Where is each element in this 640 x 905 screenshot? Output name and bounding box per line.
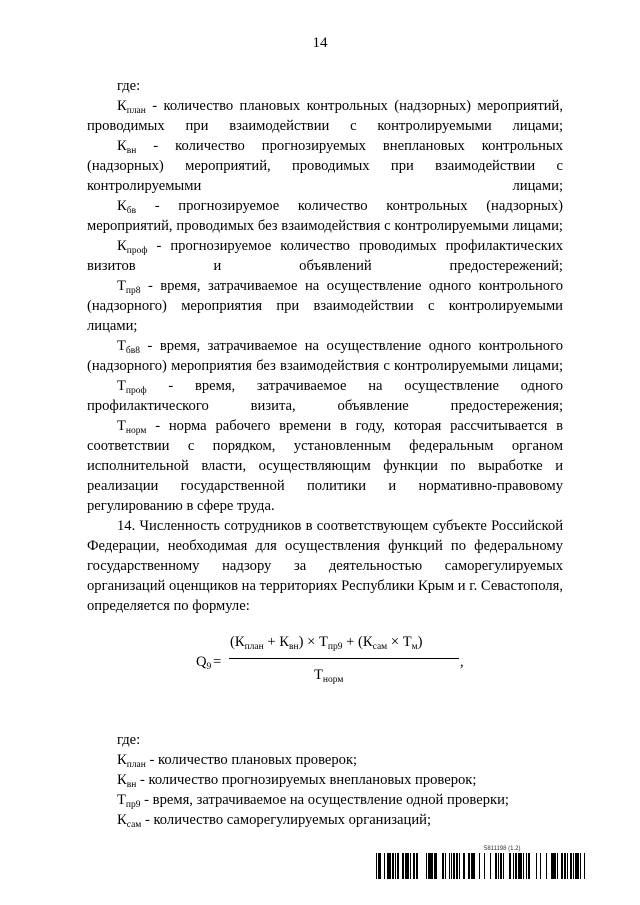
symbol: К: [117, 812, 127, 828]
definition-text: - прогнозируемое количество проводимых профилактических визитов и объявлений предостережений;: [87, 238, 563, 274]
symbol-subscript: план: [126, 106, 146, 116]
symbol-subscript: бв: [126, 206, 137, 216]
barcode-icon: [374, 853, 588, 879]
definition-text: - время, затрачиваемое на осуществление одной проверки;: [140, 792, 509, 808]
document-body: [87, 76, 563, 830]
first-definition-7: [87, 376, 563, 416]
paragraph-14: 14. Численность сотрудников в соответствующем субъекте Российской Федерации, необходимая для осуществления функций по федеральному государственному надзору за деятельностью саморегулируемых организаций оценщиков на территориях Республики Крым и г. Севастополя, определяется по формуле:: [87, 518, 563, 614]
symbol: Т: [117, 792, 126, 808]
symbol-subscript: норм: [125, 426, 147, 436]
symbol: Т: [117, 378, 126, 394]
symbol-subscript: сам: [126, 820, 142, 830]
second-definition-1: [87, 750, 563, 770]
definition-text: - количество прогнозируемых внеплановых проверок;: [136, 772, 477, 788]
fraction-bar: [229, 658, 459, 659]
page-number: 14: [312, 35, 328, 51]
first-definition-6: [87, 336, 563, 376]
symbol-subscript: проф: [125, 386, 147, 396]
formula-denominator: $Т_{норм}$: [314, 667, 344, 685]
second-definition-4: [87, 810, 563, 830]
symbol: К: [117, 238, 127, 254]
first-definition-1: [87, 96, 563, 136]
formula-trailing: ,: [460, 654, 464, 670]
first-definition-4: [87, 236, 563, 276]
second-definition-2: [87, 770, 563, 790]
definitions-list-2: [87, 750, 563, 830]
symbol-subscript: проф: [126, 246, 148, 256]
first-definition-3: [87, 196, 563, 236]
definition-text: - количество плановых проверок;: [145, 752, 358, 768]
second-definition-3: [87, 790, 563, 810]
definition-text: - норма рабочего времени в году, которая рассчитывается в соответствии с порядком, установленным федеральным органом исполнительной власти, осуществляющим функции по выработке и реализации государственной политики и нормативно-правовому регулированию в сфере труда.: [87, 418, 563, 514]
formula: [87, 630, 563, 702]
formula-lhs: $Q_9$: [196, 654, 212, 672]
definitions-list: [87, 96, 563, 516]
symbol-subscript: пр8: [125, 286, 141, 296]
definition-text: - время, затрачиваемое на осуществление одного контрольного (надзорного) мероприятия при взаимодействии с контролируемыми лицами;: [87, 278, 563, 334]
where-label: где:: [117, 78, 141, 94]
symbol-subscript: пр9: [125, 800, 141, 810]
symbol: К: [117, 198, 127, 214]
first-definition-5: [87, 276, 563, 336]
definition-text: - прогнозируемое количество контрольных (надзорных) мероприятий, проводимых без взаимодействия с контролируемыми лицами;: [87, 198, 563, 234]
symbol: Т: [117, 338, 126, 354]
symbol: Т: [117, 278, 126, 294]
definition-text: - количество саморегулируемых организаций;: [141, 812, 432, 828]
definition-text: - время, затрачиваемое на осуществление одного контрольного (надзорного) мероприятия без взаимодействия с контролируемыми лицами;: [87, 338, 563, 374]
formula-equals: =: [213, 654, 222, 670]
definition-text: - время, затрачиваемое на осуществление одного профилактического визита, объявление предостережения;: [87, 378, 563, 414]
formula-numerator: $(К_{план} + К_{вн}) \times Т_{пр9} + (К_{сам} \times Т_м)$: [230, 634, 423, 652]
symbol: К: [117, 752, 127, 768]
symbol-subscript: план: [126, 760, 146, 770]
symbol: К: [117, 772, 127, 788]
symbol: К: [117, 98, 127, 114]
symbol-subscript: бв8: [125, 346, 140, 356]
symbol: К: [117, 138, 127, 154]
where-label-2: где:: [117, 732, 141, 748]
symbol-subscript: вн: [126, 780, 137, 790]
definition-text: - количество прогнозируемых внеплановых контрольных (надзорных) мероприятий, проводимых при взаимодействии с контролируемыми лицами;: [87, 138, 563, 194]
symbol-subscript: вн: [126, 146, 137, 156]
first-definition-8: [87, 416, 563, 516]
first-definition-2: [87, 136, 563, 196]
barcode-label: 5811198 (1.2): [484, 846, 521, 852]
definition-text: - количество плановых контрольных (надзорных) мероприятий, проводимых при взаимодействии с контролируемыми лицами;: [87, 98, 563, 134]
symbol: Т: [117, 418, 126, 434]
